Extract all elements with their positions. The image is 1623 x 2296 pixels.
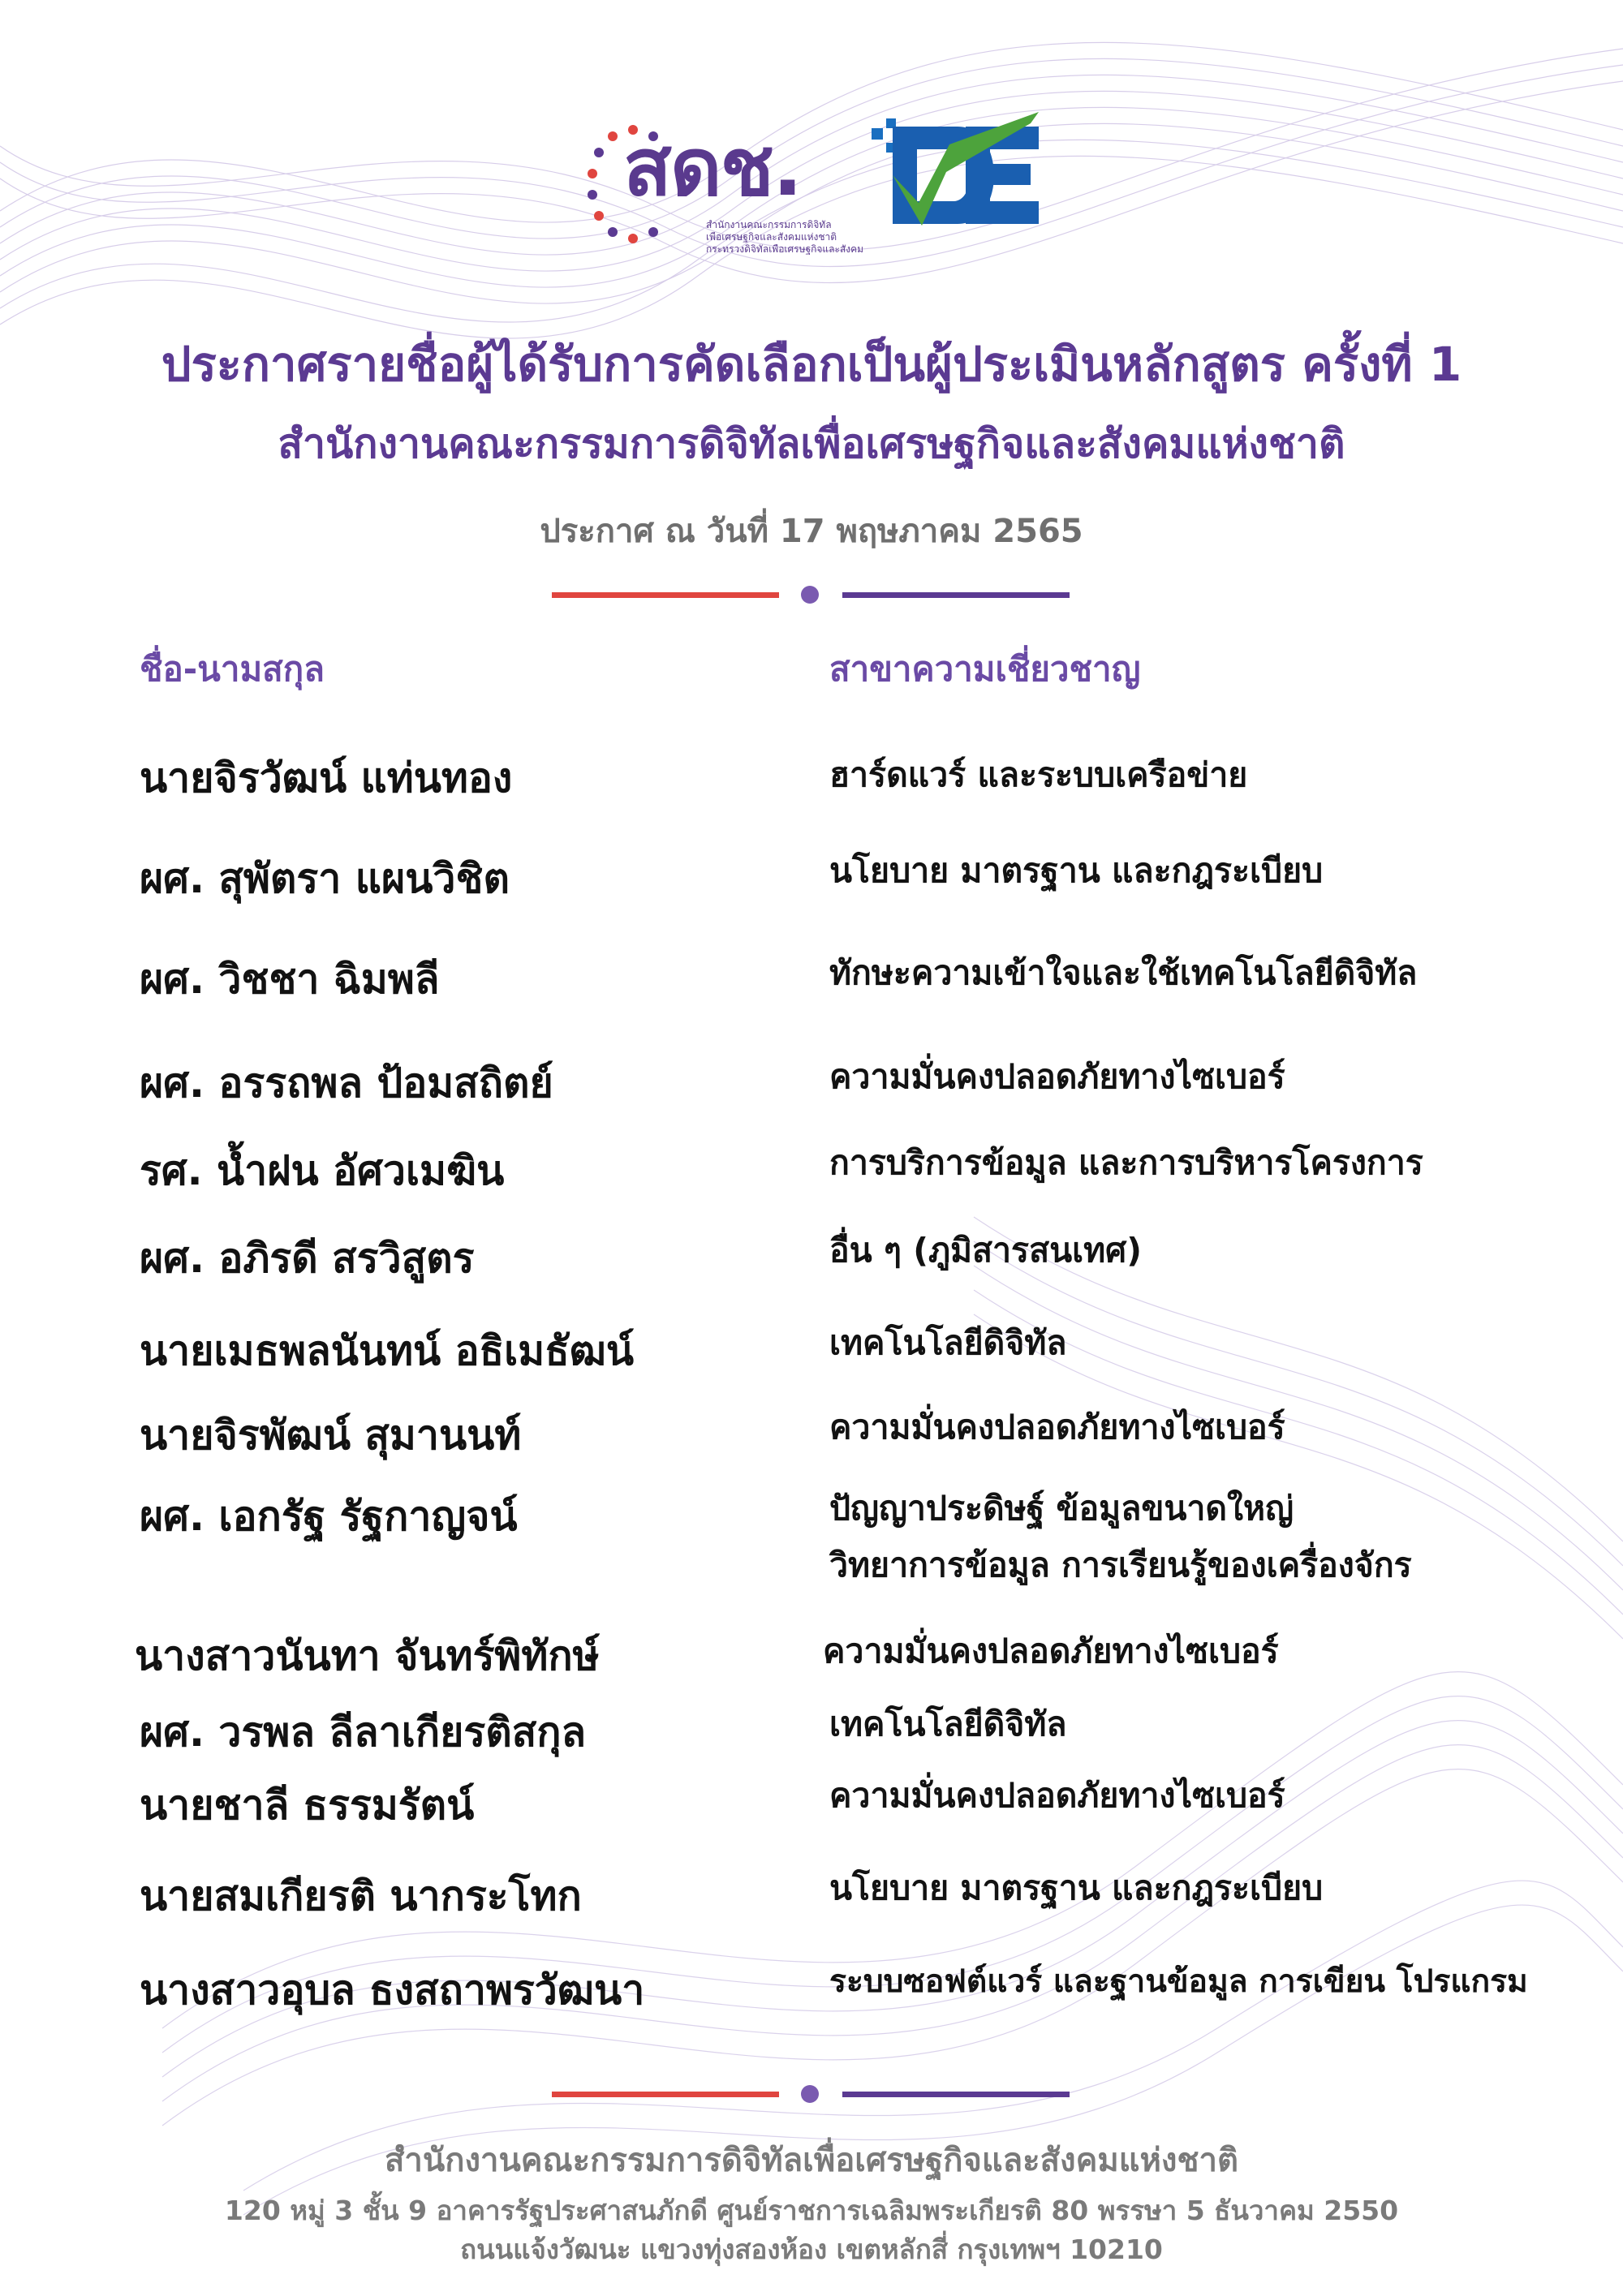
footer-address-line1: 120 หมู่ 3 ชั้น 9 อาคารรัฐประศาสนภักดี ศูนย์ราชการเฉลิมพระเกียรติ 80 พรรษา 5 ธันวาคม 2550 [224,2195,1399,2226]
ocds-logo [584,114,876,268]
row-field: วิทยาการข้อมูล การเรียนรู้ของเครื่องจักร [829,1546,1412,1584]
footer-address-line2: ถนนแจ้งวัฒนะ แขวงทุ่งสองห้อง เขตหลักสี่ กรุงเทพฯ 10210 [460,2234,1163,2265]
footer-organization: สำนักงานคณะกรรมการดิจิทัลเพื่อเศรษฐกิจและสังคมแห่งชาติ [385,2142,1238,2179]
row-name: นายจิรวัฒน์ แท่นทอง [140,755,513,802]
page-subtitle: สำนักงานคณะกรรมการดิจิทัลเพื่อเศรษฐกิจและสังคมแห่งชาติ [278,420,1345,467]
row-name: ผศ. วิชชา ฉิมพลี [140,956,440,1003]
row-name: ผศ. เอกรัฐ รัฐกาญจน์ [140,1493,518,1540]
row-field: ทักษะความเข้าใจและใช้เทคโนโลยีดิจิทัล [829,953,1418,992]
row-name: นายจิรพัฒน์ สุมานนท์ [140,1412,522,1459]
row-name: ผศ. วรพล ลีลาเกียรติสกุล [140,1709,587,1756]
page-title: ประกาศรายชื่อผู้ได้รับการคัดเลือกเป็นผู้ประเมินหลักสูตร ครั้งที่ 1 [161,337,1462,392]
row-field: ความมั่นคงปลอดภัยทางไซเบอร์ [823,1632,1279,1670]
row-name: นางสาวนันทา จันทร์พิทักษ์ [135,1632,600,1679]
row-name: ผศ. อภิรดี สรวิสูตร [140,1235,475,1282]
row-field: นโยบาย มาตรฐาน และกฎระเบียบ [829,851,1324,890]
row-field: นโยบาย มาตรฐาน และกฎระเบียบ [829,1868,1324,1907]
row-field: เทคโนโลยีดิจิทัล [829,1323,1067,1362]
ocds-logo-text: สดช. [623,122,802,214]
column-header-field: สาขาความเชี่ยวชาญ [829,649,1141,689]
row-name: รศ. น้ำฝน อัศวเมฆิน [140,1147,505,1194]
divider-top [552,586,1071,602]
row-name: ผศ. อรรถพล ป้อมสถิตย์ [140,1060,553,1107]
row-name: นายสมเกียรติ นากระโทก [140,1872,582,1920]
row-field: ความมั่นคงปลอดภัยทางไซเบอร์ [829,1408,1285,1447]
row-field: การบริการข้อมูล และการบริหารโครงการ [829,1143,1423,1182]
row-field: อื่น ๆ (ภูมิสารสนเทศ) [829,1231,1142,1270]
row-field: ระบบซอฟต์แวร์ และฐานข้อมูล การเขียน โปรแกรม [829,1963,1528,2000]
ocds-logo-subtext: สำนักงานคณะกรรมการดิจิทัล เพื่อเศรษฐกิจและสังคมแห่งชาติ กระทรวงดิจิทัลเพื่อเศรษฐกิจและสังคม [706,219,864,255]
dde-logo-icon [868,112,1047,240]
row-field: ปัญญาประดิษฐ์ ข้อมูลขนาดใหญ่ [829,1489,1294,1528]
row-field: ฮาร์ดแวร์ และระบบเครือข่าย [829,755,1248,794]
row-name: นางสาวอุบล ธงสถาพรวัฒนา [140,1967,645,2014]
row-field: ความมั่นคงปลอดภัยทางไซเบอร์ [829,1776,1285,1815]
row-field: ความมั่นคงปลอดภัยทางไซเบอร์ [829,1057,1285,1096]
announcement-date: ประกาศ ณ วันที่ 17 พฤษภาคม 2565 [540,513,1083,550]
row-field: เทคโนโลยีดิจิทัล [829,1705,1067,1743]
row-name: ผศ. สุพัตรา แผนวิชิต [140,855,510,902]
divider-bottom [552,2085,1071,2101]
column-header-name: ชื่อ-นามสกุล [140,649,325,689]
row-name: นายชาลี ธรรมรัตน์ [140,1782,475,1829]
row-name: นายเมธพลนันทน์ อธิเมธัฒน์ [140,1327,635,1374]
